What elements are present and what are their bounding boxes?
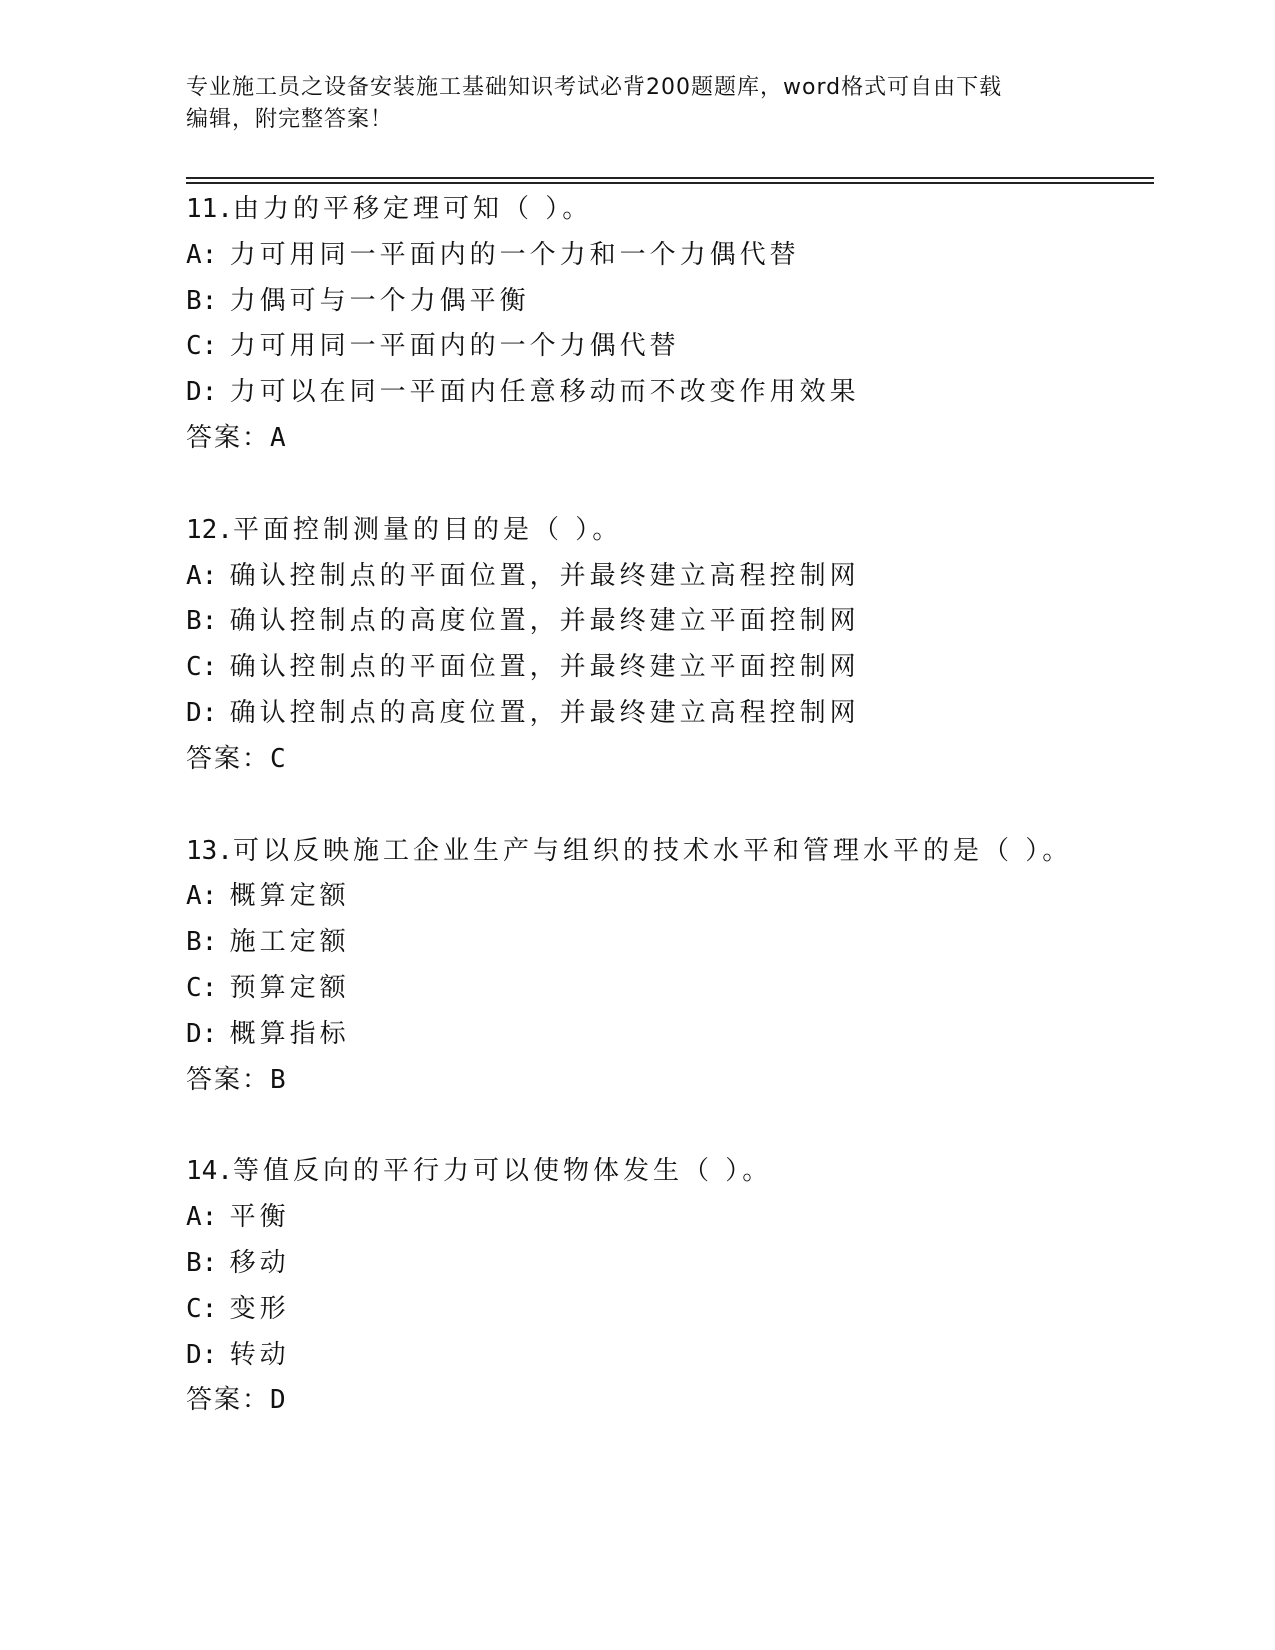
option-d [186, 1333, 1154, 1379]
question-number: 14. [186, 1156, 233, 1187]
option-key: D: [186, 1018, 218, 1049]
option-text: 移动 [229, 1247, 290, 1278]
option-text: 概算定额 [229, 881, 350, 912]
option-key: B: [186, 285, 218, 316]
answer-line [186, 416, 1154, 462]
option-d [186, 691, 1154, 737]
option-key: D: [186, 697, 218, 728]
question-12 [186, 508, 1154, 783]
header-rule-top [186, 177, 1154, 179]
option-text: 变形 [229, 1293, 290, 1324]
option-a [186, 874, 1154, 920]
option-text: 确认控制点的高度位置，并最终建立高程控制网 [229, 697, 860, 728]
question-text: 可以反映施工企业生产与组织的技术水平和管理水平的是（ ）。 [232, 835, 1073, 866]
option-text: 确认控制点的平面位置，并最终建立高程控制网 [229, 560, 860, 591]
answer-line [186, 1058, 1154, 1104]
option-d [186, 1012, 1154, 1058]
option-key: A: [186, 239, 218, 270]
option-key: A: [186, 881, 218, 912]
question-text: 等值反向的平行力可以使物体发生（ ）。 [232, 1156, 773, 1187]
option-text: 力可用同一平面内的一个力偶代替 [229, 331, 680, 362]
header-rule-bottom [186, 182, 1154, 184]
answer-value: B [270, 1064, 286, 1095]
option-key: D: [186, 377, 218, 408]
option-c [186, 966, 1154, 1012]
answer-label: 答案： [186, 422, 271, 453]
answer-line [186, 737, 1154, 783]
option-key: B: [186, 927, 218, 958]
option-a [186, 233, 1154, 279]
option-text: 确认控制点的高度位置，并最终建立平面控制网 [229, 606, 860, 637]
answer-value: A [270, 422, 286, 453]
question-13 [186, 829, 1154, 1104]
option-b [186, 1241, 1154, 1287]
question-list [186, 187, 1154, 1470]
option-c [186, 645, 1154, 691]
question-text: 由力的平移定理可知（ ）。 [232, 194, 593, 224]
option-text: 平衡 [229, 1202, 290, 1233]
option-key: B: [186, 1247, 218, 1278]
question-stem [186, 829, 1154, 875]
option-key: C: [186, 1293, 218, 1324]
option-text: 预算定额 [229, 972, 350, 1003]
question-number: 12. [186, 514, 233, 545]
answer-label: 答案： [186, 1064, 271, 1095]
option-a [186, 554, 1154, 600]
option-key: D: [186, 1339, 218, 1370]
option-d [186, 370, 1154, 416]
option-c [186, 1287, 1154, 1333]
option-key: A: [186, 1202, 218, 1233]
option-text: 转动 [229, 1339, 290, 1370]
option-key: C: [186, 331, 218, 362]
option-key: C: [186, 972, 218, 1003]
answer-label: 答案： [186, 1385, 271, 1416]
option-b [186, 920, 1154, 966]
document-header [186, 72, 1086, 136]
question-number: 11. [186, 194, 233, 224]
option-text: 确认控制点的平面位置，并最终建立平面控制网 [229, 652, 860, 683]
option-text: 力偶可与一个力偶平衡 [229, 285, 530, 316]
question-text: 平面控制测量的目的是（ ）。 [232, 514, 623, 545]
question-stem [186, 1149, 1154, 1195]
answer-line [186, 1378, 1154, 1424]
option-b [186, 599, 1154, 645]
header-line-2: 编辑，附完整答案！ [186, 107, 394, 132]
option-key: C: [186, 652, 218, 683]
header-line-1: 专业施工员之设备安装施工基础知识考试必背200题题库，word格式可自由下载 [186, 75, 1003, 100]
answer-value: D [270, 1385, 286, 1416]
answer-label: 答案： [186, 743, 271, 774]
question-14 [186, 1149, 1154, 1424]
answer-value: C [270, 743, 286, 774]
option-b [186, 279, 1154, 325]
option-key: B: [186, 606, 218, 637]
option-c [186, 324, 1154, 370]
option-text: 施工定额 [229, 927, 350, 958]
question-stem [186, 187, 1154, 233]
option-a [186, 1195, 1154, 1241]
question-number: 13. [186, 835, 233, 866]
option-key: A: [186, 560, 218, 591]
option-text: 力可以在同一平面内任意移动而不改变作用效果 [229, 377, 860, 408]
question-11 [186, 187, 1154, 462]
question-stem [186, 508, 1154, 554]
option-text: 力可用同一平面内的一个力和一个力偶代替 [229, 239, 800, 270]
option-text: 概算指标 [229, 1018, 350, 1049]
